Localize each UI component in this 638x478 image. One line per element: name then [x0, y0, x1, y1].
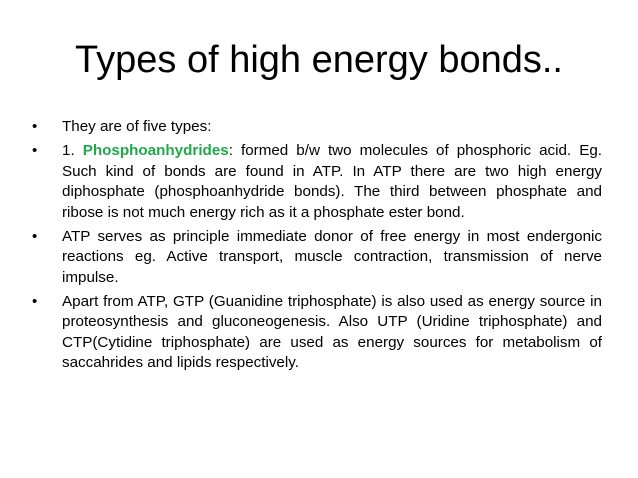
bullet-list [32, 117, 602, 377]
bullet-item-types-count [32, 117, 602, 138]
bullet-item-atp-donor [32, 227, 602, 289]
bullet-text: : formed b/w two molecules of phosphoric acid. Eg. Such kind of bonds are found in ATP. In ATP there are two high energy diphosphate (phosphoanhydride bonds). The third between phosphate and ribose is not much energy rich as it a phosphate ester bond. [62, 142, 602, 221]
keyword-phosphoanhydrides: Phosphoanhydrides [82, 142, 229, 159]
bullet-dot-icon: • [32, 292, 38, 310]
bullet-dot-icon: • [32, 142, 38, 159]
bullet-text: Apart from ATP, GTP (Guanidine triphosphate) is also used as energy source in proteosynthesis and gluconeogenesis. Also UTP (Uridine triphosphate) and CTP(Cytidine triphosphate) are used as energy sources for metabolism of saccahrides and lipids respectively. [62, 292, 602, 371]
slide-title: Types of high energy bonds.. [75, 39, 563, 81]
bullet-item-phosphoanhydrides [32, 141, 602, 223]
bullet-item-gtp-utp-ctp [32, 292, 602, 374]
bullet-dot-icon: • [32, 227, 38, 245]
bullet-text: ATP serves as principle immediate donor of free energy in most endergonic reactions eg. Active transport, muscle contraction, transmission of nerve impulse. [62, 227, 602, 286]
bullet-dot-icon: • [32, 118, 38, 135]
bullet-text: They are of five types: [62, 118, 212, 135]
bullet-number: 1. [62, 142, 75, 159]
